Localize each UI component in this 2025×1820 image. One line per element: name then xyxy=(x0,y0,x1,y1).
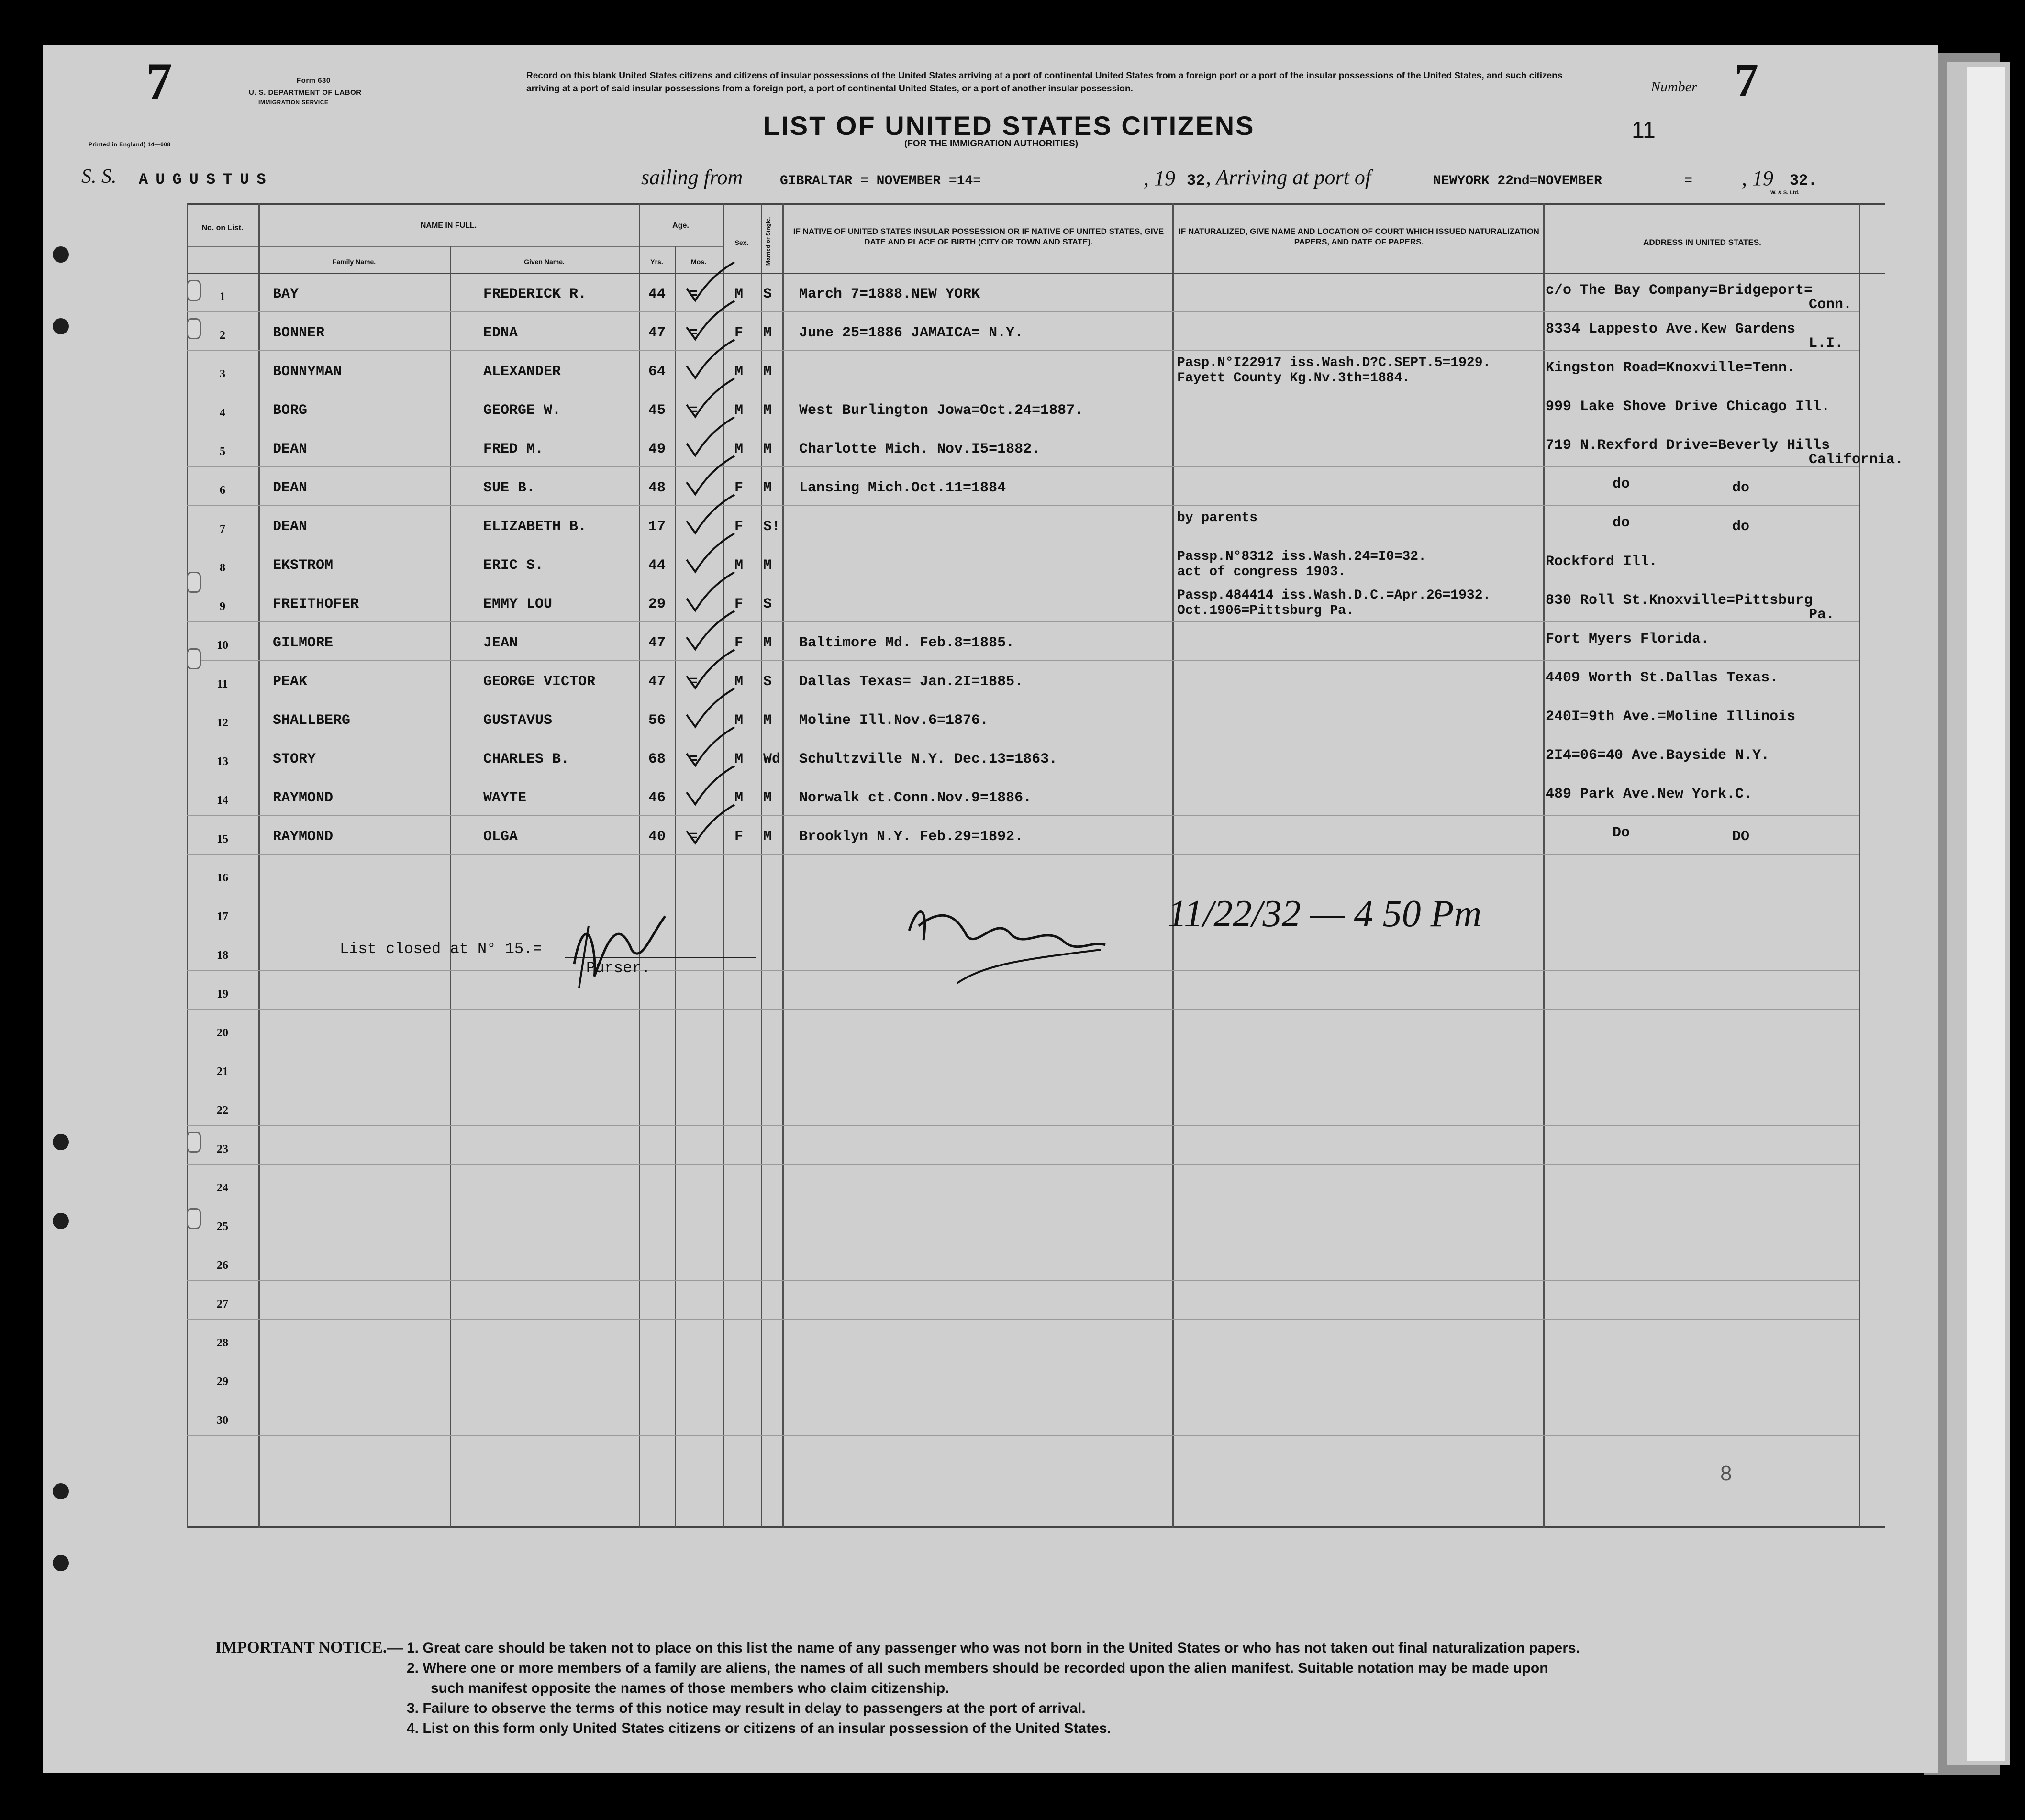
cell-nat2: act of congress 1903. xyxy=(1177,565,1346,579)
form-subtitle: (FOR THE IMMIGRATION AUTHORITIES) xyxy=(904,139,1079,149)
cell-family: STORY xyxy=(273,751,316,767)
cell-family: GILMORE xyxy=(273,635,334,651)
cell-yrs: 40 xyxy=(648,829,666,845)
notice-item-1: 1. Great care should be taken not to place on this list the name of any passenger who was not born in the United States or who has not taken out final naturalization papers. xyxy=(407,1640,1580,1656)
cell-birth: Schultzville N.Y. Dec.13=1863. xyxy=(799,751,1058,767)
header-address: ADDRESS IN UNITED STATES. xyxy=(1643,238,1761,247)
cell-family: PEAK xyxy=(273,674,308,690)
cell-ms: M xyxy=(763,829,772,845)
col-line xyxy=(782,203,784,1528)
cell-yrs: 44 xyxy=(648,286,666,302)
row-number: 15 xyxy=(217,833,228,845)
arrival-year: 32. xyxy=(1790,172,1817,189)
cell-ms: M xyxy=(763,635,772,651)
col-line xyxy=(450,246,451,1528)
header-name-full: NAME IN FULL. xyxy=(420,222,477,230)
cell-family: DEAN xyxy=(273,441,308,457)
binder-slot xyxy=(187,1132,201,1153)
cell-yrs: 56 xyxy=(648,712,666,729)
row-number: 23 xyxy=(217,1143,228,1155)
cell-mos: = xyxy=(689,402,698,419)
cell-addr2: L.I. xyxy=(1809,335,1844,352)
cell-sex: M xyxy=(734,557,744,574)
header-divider xyxy=(187,246,723,247)
cell-nat: by parents xyxy=(1177,510,1258,525)
ss-label: S. S. xyxy=(81,166,117,188)
cell-addr2: California. xyxy=(1809,452,1904,468)
purser-signature xyxy=(560,907,684,998)
row-number: 7 xyxy=(220,523,225,535)
cell-nat: Passp.484414 iss.Wash.D.C.=Apr.26=1932. xyxy=(1177,588,1491,603)
cell-mos: = xyxy=(689,751,698,767)
cell-ms: M xyxy=(763,557,772,574)
cell-addr: 240I=9th Ave.=Moline Illinois xyxy=(1546,709,1796,725)
cell-family: SHALLBERG xyxy=(273,712,351,729)
binder-hole xyxy=(53,1213,69,1229)
page-stack-edge xyxy=(1967,67,2005,1761)
cell-given: EMMY LOU xyxy=(483,596,553,612)
cell-family: BAY xyxy=(273,286,299,302)
purser-label: Purser. xyxy=(586,959,651,977)
cell-family: BORG xyxy=(273,402,308,419)
row-number: 6 xyxy=(220,484,225,497)
header-sex: Sex. xyxy=(734,239,749,246)
cell-yrs: 47 xyxy=(648,674,666,690)
cell-sex: F xyxy=(734,519,744,535)
cell-family: DEAN xyxy=(273,519,308,535)
cell-ms: M xyxy=(763,480,772,496)
service: IMMIGRATION SERVICE xyxy=(258,99,329,106)
cell-sex: M xyxy=(734,402,744,419)
cell-family: FREITHOFER xyxy=(273,596,359,612)
cell-given: OLGA xyxy=(483,829,518,845)
table-top-border xyxy=(187,203,1885,205)
cell-birth: March 7=1888.NEW YORK xyxy=(799,286,980,302)
table-row-line xyxy=(187,1009,1859,1010)
binder-hole xyxy=(53,318,69,334)
cell-addr: Fort Myers Florida. xyxy=(1546,631,1710,647)
bottom-pencil-mark: 8 xyxy=(1720,1462,1732,1485)
cell-addr: c/o The Bay Company=Bridgeport= xyxy=(1546,282,1813,299)
header-naturalized: IF NATURALIZED, GIVE NAME AND LOCATION OF COURT WHICH ISSUED NATURALIZATION PAPERS, AND DATE OF PAPERS. xyxy=(1179,227,1539,246)
ship-name: AUGUSTUS xyxy=(139,171,274,189)
cell-addr_b: DO xyxy=(1732,829,1750,845)
cell-birth: Charlotte Mich. Nov.I5=1882. xyxy=(799,441,1041,457)
cell-addr: Kingston Road=Knoxville=Tenn. xyxy=(1546,360,1796,376)
col-line xyxy=(1543,203,1545,1528)
cell-ms: M xyxy=(763,364,772,380)
cell-sex: M xyxy=(734,790,744,806)
cell-sex: M xyxy=(734,674,744,690)
cell-addr: do xyxy=(1613,515,1630,531)
form-number: Form 630 xyxy=(297,77,331,85)
table-row-line xyxy=(187,1319,1859,1320)
arrival-dash: = xyxy=(1684,174,1692,189)
header-age: Age. xyxy=(672,222,689,230)
cell-addr: 4409 Worth St.Dallas Texas. xyxy=(1546,670,1779,686)
binder-slot xyxy=(187,1208,201,1229)
corner-number-left: 7 xyxy=(146,52,172,111)
col-line xyxy=(1859,203,1860,1528)
form-title: LIST OF UNITED STATES CITIZENS xyxy=(763,111,1255,141)
col-line xyxy=(761,203,762,1528)
header-no: No. on List. xyxy=(201,224,244,232)
cell-ms: S! xyxy=(763,519,781,535)
cell-given: ALEXANDER xyxy=(483,364,561,380)
cell-addr2: Pa. xyxy=(1809,607,1835,623)
cell-sex: F xyxy=(734,635,744,651)
table-row-line xyxy=(187,505,1859,506)
cell-sex: M xyxy=(734,712,744,729)
col-line xyxy=(258,203,260,1528)
cell-yrs: 47 xyxy=(648,325,666,341)
arriving-label: , Arriving at port of xyxy=(1206,166,1371,189)
cell-yrs: 64 xyxy=(648,364,666,380)
cell-ms: S xyxy=(763,286,772,302)
cell-birth: West Burlington Jowa=Oct.24=1887. xyxy=(799,402,1084,419)
table-row-line xyxy=(187,1125,1859,1126)
col-line xyxy=(187,203,188,1528)
row-number: 17 xyxy=(217,910,228,923)
cell-sex: M xyxy=(734,441,744,457)
cell-given: GEORGE W. xyxy=(483,402,561,419)
row-number: 12 xyxy=(217,717,228,729)
row-number: 18 xyxy=(217,949,228,962)
header-yrs: Yrs. xyxy=(650,258,663,266)
row-number: 20 xyxy=(217,1027,228,1039)
pencil-page-number: 11 xyxy=(1632,118,1656,143)
row-number: 16 xyxy=(217,872,228,884)
row-number: 13 xyxy=(217,755,228,768)
cell-birth: Moline Ill.Nov.6=1876. xyxy=(799,712,989,729)
table-row-line xyxy=(187,311,1859,312)
cell-nat2: Oct.1906=Pittsburg Pa. xyxy=(1177,603,1354,618)
cell-birth: Norwalk ct.Conn.Nov.9=1886. xyxy=(799,790,1032,806)
cell-yrs: 68 xyxy=(648,751,666,767)
cell-given: ERIC S. xyxy=(483,557,544,574)
notice-label: IMPORTANT NOTICE.— xyxy=(215,1639,403,1656)
cell-family: DEAN xyxy=(273,480,308,496)
header-birth: IF NATIVE OF UNITED STATES INSULAR POSSESSION OR IF NATIVE OF UNITED STATES, GIVE DATE AND PLACE OF BIRTH (CITY OR TOWN AND STATE). xyxy=(793,227,1164,246)
cell-ms: M xyxy=(763,402,772,419)
cell-given: ELIZABETH B. xyxy=(483,519,587,535)
row-number: 14 xyxy=(217,794,228,807)
table-row-line xyxy=(187,1435,1859,1436)
cell-mos: = xyxy=(689,325,698,341)
row-number: 4 xyxy=(220,407,225,419)
header-given: Given Name. xyxy=(524,258,565,266)
row-number: 24 xyxy=(217,1182,228,1194)
table-row-line xyxy=(187,1164,1859,1165)
cell-family: BONNYMAN xyxy=(273,364,342,380)
cell-given: EDNA xyxy=(483,325,518,341)
departure-port: GIBRALTAR = NOVEMBER =14= xyxy=(780,174,981,189)
header-family: Family Name. xyxy=(332,258,376,266)
cell-sex: M xyxy=(734,751,744,767)
cell-ms: M xyxy=(763,790,772,806)
cell-addr: 489 Park Ave.New York.C. xyxy=(1546,786,1753,802)
cell-mos: = xyxy=(689,829,698,845)
binder-slot xyxy=(187,280,201,301)
cell-addr_b: do xyxy=(1732,480,1750,496)
row-number: 26 xyxy=(217,1259,228,1272)
sailing-from-label: sailing from xyxy=(641,166,743,189)
departure-year: 32 xyxy=(1187,172,1205,189)
cell-family: EKSTROM xyxy=(273,557,334,574)
list-closed-text: List closed at N° 15.= xyxy=(340,940,542,958)
cell-given: FREDERICK R. xyxy=(483,286,587,302)
cell-given: GEORGE VICTOR xyxy=(483,674,596,690)
cell-nat: Pasp.N°I22917 iss.Wash.D?C.SEPT.5=1929. xyxy=(1177,355,1491,370)
col-line xyxy=(1172,203,1174,1528)
table-row-line xyxy=(187,621,1859,622)
cell-sex: M xyxy=(734,364,744,380)
binder-hole xyxy=(53,1483,69,1499)
cell-ms: M xyxy=(763,712,772,729)
cell-given: GUSTAVUS xyxy=(483,712,553,729)
row-number: 27 xyxy=(217,1298,228,1310)
cell-addr: do xyxy=(1613,476,1630,492)
binder-slot xyxy=(187,572,201,593)
printer-mark: W. & S. Ltd. xyxy=(1770,190,1800,196)
binder-slot xyxy=(187,318,201,339)
cell-addr: 830 Roll St.Knoxville=Pittsburg xyxy=(1546,592,1813,609)
header-mos: Mos. xyxy=(691,258,706,266)
cell-addr: Do xyxy=(1613,825,1630,841)
number-label: Number xyxy=(1651,79,1697,95)
row-number: 1 xyxy=(220,290,225,303)
year-prefix: , 19 xyxy=(1144,166,1175,190)
row-number: 10 xyxy=(217,639,228,652)
row-number: 28 xyxy=(217,1337,228,1349)
cell-yrs: 49 xyxy=(648,441,666,457)
cell-family: RAYMOND xyxy=(273,829,334,845)
cell-yrs: 45 xyxy=(648,402,666,419)
table-row-line xyxy=(187,350,1859,351)
binder-hole xyxy=(53,1555,69,1571)
manifest-sheet xyxy=(43,45,1938,1773)
row-number: 22 xyxy=(217,1104,228,1117)
department: U. S. DEPARTMENT OF LABOR xyxy=(249,89,362,97)
header-bottom-border xyxy=(187,273,1885,274)
cell-addr: 719 N.Rexford Drive=Beverly Hills xyxy=(1546,437,1830,454)
notice-item-2-cont: such manifest opposite the names of those members who claim citizenship. xyxy=(431,1680,949,1696)
cell-yrs: 48 xyxy=(648,480,666,496)
notice-item-3: 3. Failure to observe the terms of this notice may result in delay to passengers at the port of arrival. xyxy=(407,1700,1086,1716)
cell-yrs: 47 xyxy=(648,635,666,651)
table-bottom-border xyxy=(187,1526,1885,1528)
form-instruction: Record on this blank United States citizens and citizens of insular possessions of the United States arriving at a port of continental United States from a foreign port or a port of the insular possessions of the United States, and such citizens arriving at a port of said insular possessions from a foreign port, a port of continental United States, or a port of another insular possession. xyxy=(526,71,1563,94)
cell-birth: Lansing Mich.Oct.11=1884 xyxy=(799,480,1006,496)
cell-given: SUE B. xyxy=(483,480,535,496)
row-number: 5 xyxy=(220,445,225,458)
cell-addr: 999 Lake Shove Drive Chicago Ill. xyxy=(1546,399,1830,415)
row-number: 11 xyxy=(217,678,228,690)
cell-addr2: Conn. xyxy=(1809,297,1852,313)
cell-mos: = xyxy=(689,286,698,302)
table-row-line xyxy=(187,660,1859,661)
cell-ms: M xyxy=(763,441,772,457)
table-row-line xyxy=(187,466,1859,467)
header-married: Married or Single. xyxy=(765,217,771,266)
row-number: 2 xyxy=(220,329,225,342)
cell-birth: Brooklyn N.Y. Feb.29=1892. xyxy=(799,829,1024,845)
cell-yrs: 17 xyxy=(648,519,666,535)
row-number: 29 xyxy=(217,1376,228,1388)
cell-sex: F xyxy=(734,596,744,612)
handwritten-date-time: 11/22/32 — 4 50 Pm xyxy=(1168,893,1482,935)
cell-ms: S xyxy=(763,596,772,612)
row-number: 3 xyxy=(220,368,225,380)
cell-given: FRED M. xyxy=(483,441,544,457)
cell-birth: Baltimore Md. Feb.8=1885. xyxy=(799,635,1015,651)
cell-addr: Rockford Ill. xyxy=(1546,554,1658,570)
row-number: 8 xyxy=(220,562,225,574)
cell-yrs: 44 xyxy=(648,557,666,574)
binder-hole xyxy=(53,246,69,263)
cell-birth: June 25=1886 JAMAICA= N.Y. xyxy=(799,325,1024,341)
printed-note: Printed in England) 14—608 xyxy=(89,141,171,148)
table-row-line xyxy=(187,815,1859,816)
table-row-line xyxy=(187,854,1859,855)
row-number: 9 xyxy=(220,600,225,613)
col-line xyxy=(639,203,640,1528)
table-row-line xyxy=(187,1280,1859,1281)
cell-ms: M xyxy=(763,325,772,341)
row-number: 21 xyxy=(217,1065,228,1078)
notice-item-2: 2. Where one or more members of a family are aliens, the names of all such members should be recorded upon the alien manifest. Suitable notation may be made upon xyxy=(407,1660,1548,1676)
inspector-signature xyxy=(900,888,1196,993)
cell-ms: S xyxy=(763,674,772,690)
cell-given: CHARLES B. xyxy=(483,751,570,767)
check-mark-icon xyxy=(682,802,739,850)
cell-birth: Dallas Texas= Jan.2I=1885. xyxy=(799,674,1024,690)
cell-sex: F xyxy=(734,829,744,845)
cell-sex: F xyxy=(734,325,744,341)
cell-ms: Wd xyxy=(763,751,781,767)
cell-family: RAYMOND xyxy=(273,790,334,806)
row-number: 19 xyxy=(217,988,228,1000)
cell-given: JEAN xyxy=(483,635,518,651)
cell-sex: M xyxy=(734,286,744,302)
notice-item-4: 4. List on this form only United States citizens or citizens of an insular possession of the United States. xyxy=(407,1720,1111,1736)
cell-addr: 8334 Lappesto Ave.Kew Gardens xyxy=(1546,321,1796,337)
cell-nat: Passp.N°8312 iss.Wash.24=I0=32. xyxy=(1177,549,1426,564)
cell-mos: = xyxy=(689,674,698,690)
corner-number-right: 7 xyxy=(1735,54,1758,107)
row-number: 30 xyxy=(217,1414,228,1427)
col-line xyxy=(675,246,676,1528)
cell-yrs: 46 xyxy=(648,790,666,806)
arrival-port: NEWYORK 22nd=NOVEMBER xyxy=(1433,174,1602,189)
row-number: 25 xyxy=(217,1221,228,1233)
cell-family: BONNER xyxy=(273,325,325,341)
cell-addr: 2I4=06=40 Ave.Bayside N.Y. xyxy=(1546,747,1770,764)
cell-sex: F xyxy=(734,480,744,496)
cell-yrs: 29 xyxy=(648,596,666,612)
year-prefix-2: , 19 xyxy=(1742,166,1773,190)
cell-addr_b: do xyxy=(1732,519,1750,535)
binder-hole xyxy=(53,1134,69,1150)
cell-nat2: Fayett County Kg.Nv.3th=1884. xyxy=(1177,371,1411,386)
cell-given: WAYTE xyxy=(483,790,527,806)
binder-slot xyxy=(187,648,201,669)
